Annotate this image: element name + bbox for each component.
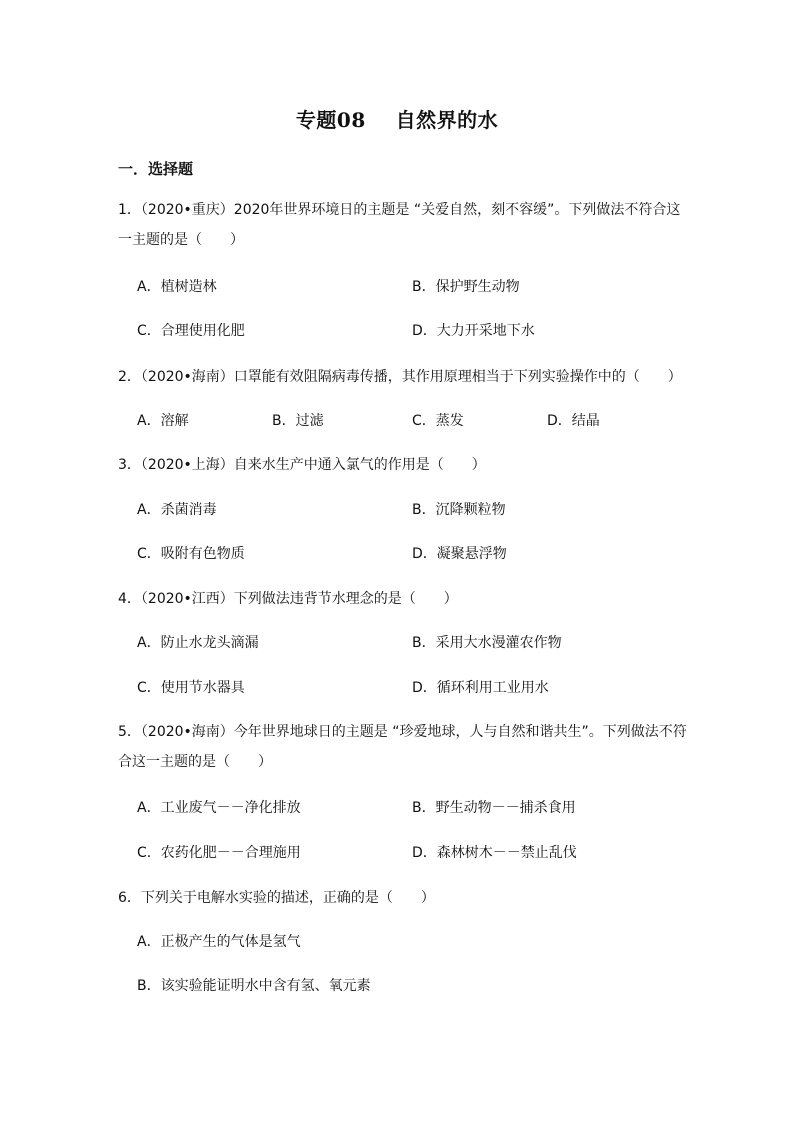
- document-title: 专题08 自然界的水: [295, 108, 499, 132]
- section-heading: 一．选择题: [118, 160, 194, 178]
- question-5-options-row-1: [137, 797, 677, 819]
- option-b: B．保护野生动物: [412, 279, 520, 295]
- option-c: C．农药化肥－－合理施用: [137, 845, 301, 861]
- question-line: 5．（2020•海南）今年世界地球日的主题是 “珍爱地球，人与自然和谐共生”。下列做法不符: [118, 724, 687, 740]
- option-d: D．结晶: [547, 413, 600, 429]
- question-1-options-row-1: [137, 276, 677, 298]
- question-line: 1．（2020•重庆）2020年世界环境日的主题是 “关爱自然，刻不容缓”。下列做法不符合这: [118, 202, 681, 218]
- option-a: A．植树造林: [137, 279, 217, 295]
- question-4-options-row-1: [137, 632, 677, 654]
- option-c: C．使用节水器具: [137, 680, 245, 696]
- option-a: A．溶解: [137, 413, 189, 429]
- option-b: B．沉降颗粒物: [412, 502, 506, 518]
- option-b: B．过滤: [272, 413, 324, 429]
- question-6-stem: [118, 883, 688, 913]
- option-b: B．野生动物－－捕杀食用: [412, 800, 576, 816]
- question-3-options-row-1: [137, 499, 677, 521]
- option-c: C．蒸发: [412, 413, 464, 429]
- question-6-option-b-row: [137, 975, 677, 997]
- question-line: 6．下列关于电解水实验的描述，正确的是（ ）: [118, 890, 435, 906]
- option-a: A．杀菌消毒: [137, 502, 217, 518]
- question-2-stem: [118, 362, 688, 392]
- question-2-options-row: [137, 410, 677, 432]
- question-4-options-row-2: [137, 677, 677, 699]
- option-a: A．工业废气－－净化排放: [137, 800, 301, 816]
- option-d: D．森林树木－－禁止乱伐: [412, 845, 577, 861]
- option-d: D．凝聚悬浮物: [412, 546, 507, 562]
- question-line: 合这一主题的是（ ）: [118, 754, 272, 770]
- option-c: C．吸附有色物质: [137, 546, 245, 562]
- question-4-stem: [118, 584, 688, 614]
- question-6-option-a-row: [137, 931, 677, 953]
- question-3-options-row-2: [137, 543, 677, 565]
- option-d: D．大力开采地下水: [412, 323, 535, 339]
- question-1-stem: [118, 195, 688, 255]
- option-b: B．该实验能证明水中含有氢、氧元素: [137, 978, 371, 994]
- option-a: A．正极产生的气体是氢气: [137, 934, 301, 950]
- question-1-options-row-2: [137, 320, 677, 342]
- option-d: D．循环利用工业用水: [412, 680, 549, 696]
- question-line: 一主题的是（ ）: [118, 232, 244, 248]
- question-line: 3．（2020•上海）自来水生产中通入氯气的作用是（ ）: [118, 457, 486, 473]
- option-c: C．合理使用化肥: [137, 323, 245, 339]
- question-5-options-row-2: [137, 842, 677, 864]
- question-line: 4．（2020•江西）下列做法违背节水理念的是（ ）: [118, 591, 458, 607]
- option-a: A．防止水龙头滴漏: [137, 635, 259, 651]
- question-3-stem: [118, 450, 688, 480]
- question-5-stem: [118, 717, 688, 777]
- option-b: B．采用大水漫灌农作物: [412, 635, 562, 651]
- question-line: 2．（2020•海南）口罩能有效阻隔病毒传播，其作用原理相当于下列实验操作中的（ ）: [118, 369, 682, 385]
